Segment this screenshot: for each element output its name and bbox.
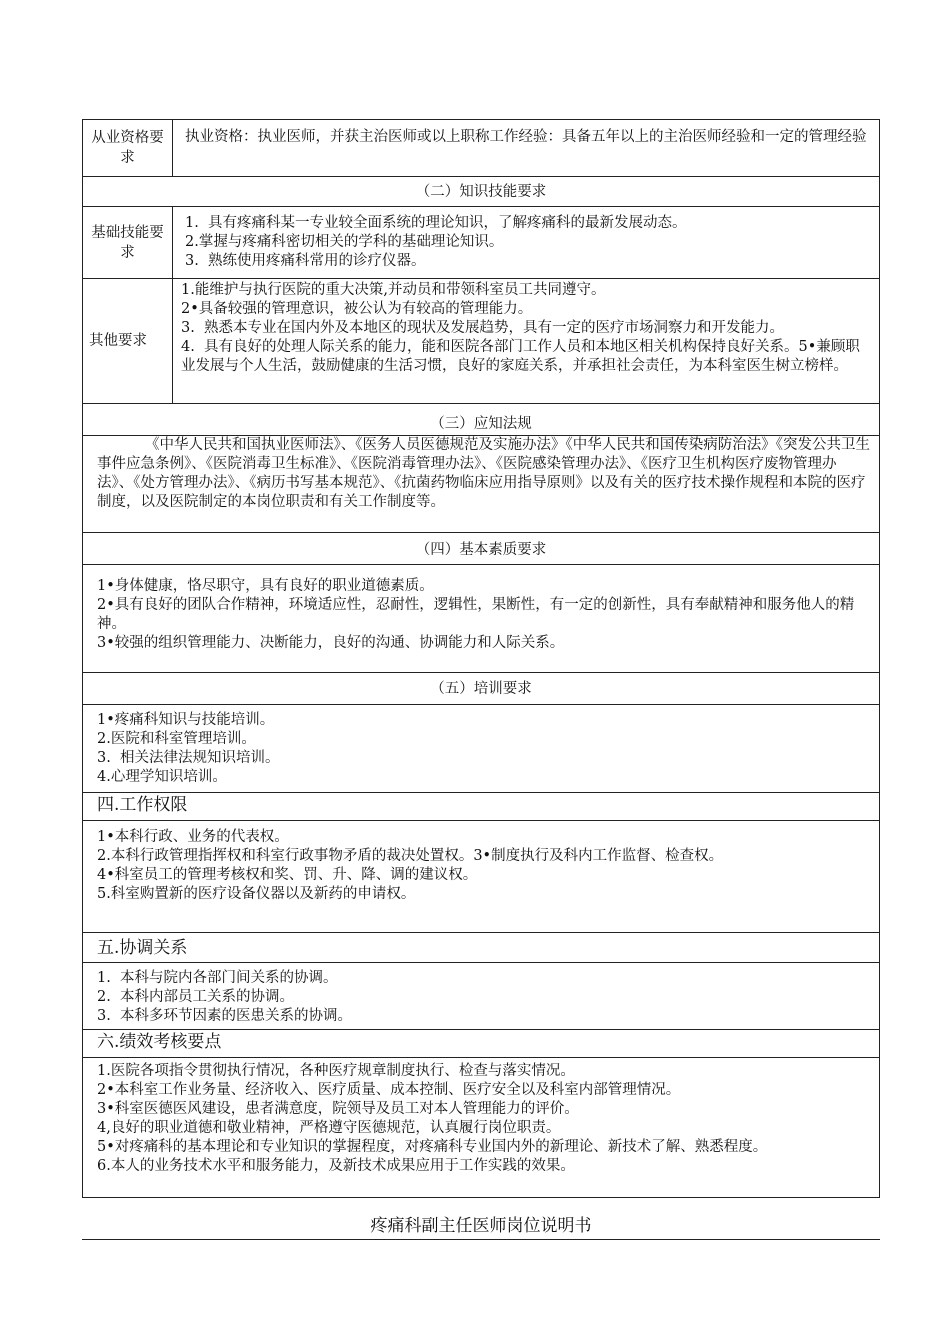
knowledge-section-title: （二）知识技能要求	[82, 177, 880, 207]
list-item: 3•科室医德医风建设，患者满意度，院领导及员工对本人管理能力的评价。	[97, 1101, 579, 1117]
list-item: 3. 本科多环节因素的医患关系的协调。	[97, 1008, 353, 1024]
quality-section-title: （四）基本素质要求	[82, 533, 880, 565]
other-requirements-row	[82, 279, 880, 404]
list-item: 1.医院各项指令贯彻执行情况，各种医疗规章制度执行、检查与落实情况。	[97, 1063, 575, 1079]
qualification-label: 从业资格要求	[83, 120, 173, 176]
other-requirements-label: 其他要求	[83, 279, 173, 403]
job-description-table	[82, 119, 880, 1198]
performance-section-title: 六.绩效考核要点	[82, 1030, 880, 1058]
list-item: 4. 具有良好的处理人际关系的能力，能和医院各部门工作人员和本地区相关机构保持良好关系。5•兼顾职业发展与个人生活，鼓励健康的生活习惯，良好的家庭关系，并承担社会责任，为本科室医生树立榜样。	[181, 339, 860, 374]
training-section-title: （五）培训要求	[82, 673, 880, 705]
authority-list	[82, 821, 880, 933]
quality-list	[82, 565, 880, 673]
list-item: 1.能维护与执行医院的重大决策,并动员和带领科室员工共同遵守。	[181, 282, 606, 298]
coordination-list	[82, 963, 880, 1030]
list-item: 2. 本科内部员工关系的协调。	[97, 989, 295, 1005]
performance-list	[82, 1058, 880, 1198]
list-item: 1•疼痛科知识与技能培训。	[97, 712, 275, 728]
list-item: 3. 相关法律法规知识培训。	[97, 750, 280, 766]
list-item: 2•具有良好的团队合作精神，环境适应性，忍耐性，逻辑性，果断性，有一定的创新性，具有奉献精神和服务他人的精神。	[97, 597, 855, 632]
laws-text: 《中华人民共和国执业医师法》、《医务人员医德规范及实施办法》《中华人民共和国传染病防治法》《突发公共卫生事件应急条例》、《医院消毒卫生标准》、《医院消毒管理办法》、《医院感染管理办法》、《医疗卫生机构医疗废物管理办法》、《处方管理办法》、《病历书写基本规范》、《抗菌药物临床应用指导原则》以及有关的医疗技术操作规程和本院的医疗制度，以及医院制定的本岗位职责和有关工作制度等。	[82, 436, 880, 533]
coordination-section-title: 五.协调关系	[82, 933, 880, 963]
list-item: 5.科室购置新的医疗设备仪器以及新药的申请权。	[97, 886, 416, 902]
basic-skills-row	[82, 207, 880, 279]
list-item: 3•较强的组织管理能力、决断能力，良好的沟通、协调能力和人际关系。	[97, 635, 565, 651]
list-item: 1•身体健康，恪尽职守，具有良好的职业道德素质。	[97, 578, 434, 594]
list-item: 2.掌握与疼痛科密切相关的学科的基础理论知识。	[185, 234, 504, 250]
qualification-row	[82, 119, 880, 177]
list-item: 2.医院和科室管理培训。	[97, 731, 256, 747]
basic-skills-label: 基础技能要求	[83, 207, 173, 278]
authority-section-title: 四.工作权限	[82, 793, 880, 821]
list-item: 6.本人的业务技术水平和服务能力，及新技术成果应用于工作实践的效果。	[97, 1158, 575, 1174]
other-requirements-list	[173, 279, 879, 403]
list-item: 1. 本科与院内各部门间关系的协调。	[97, 970, 338, 986]
list-item: 3. 熟练使用疼痛科常用的诊疗仪器。	[185, 253, 426, 269]
qualification-text: 执业资格：执业医师，并获主治医师或以上职称工作经验：具备五年以上的主治医师经验和一定的管理经验	[185, 129, 867, 145]
list-item: 3. 熟悉本专业在国内外及本地区的现状及发展趋势，具有一定的医疗市场洞察力和开发能力。	[181, 320, 785, 336]
basic-skills-list	[173, 207, 879, 278]
list-item: 2.本科行政管理指挥权和科室行政事物矛盾的裁决处置权。3•制度执行及科内工作监督、检查权。	[97, 848, 724, 864]
list-item: 1•本科行政、业务的代表权。	[97, 829, 289, 845]
list-item: 2•具备较强的管理意识，被公认为有较高的管理能力。	[181, 301, 533, 317]
list-item: 4•科室员工的管理考核权和奖、罚、升、降、调的建议权。	[97, 867, 478, 883]
list-item: 1. 具有疼痛科某一专业较全面系统的理论知识，了解疼痛科的最新发展动态。	[185, 215, 687, 231]
list-item: 4,良好的职业道德和敬业精神，严格遵守医德规范，认真履行岗位职责。	[97, 1120, 561, 1136]
document-title: 疼痛科副主任医师岗位说明书	[82, 1214, 880, 1240]
training-list	[82, 705, 880, 793]
list-item: 4.心理学知识培训。	[97, 769, 227, 785]
laws-section-title: （三）应知法规	[82, 404, 880, 436]
list-item: 5•对疼痛科的基本理论和专业知识的掌握程度，对疼痛科专业国内外的新理论、新技术了解、熟悉程度。	[97, 1139, 768, 1155]
list-item: 2•本科室工作业务量、经济收入、医疗质量、成本控制、医疗安全以及科室内部管理情况。	[97, 1082, 681, 1098]
